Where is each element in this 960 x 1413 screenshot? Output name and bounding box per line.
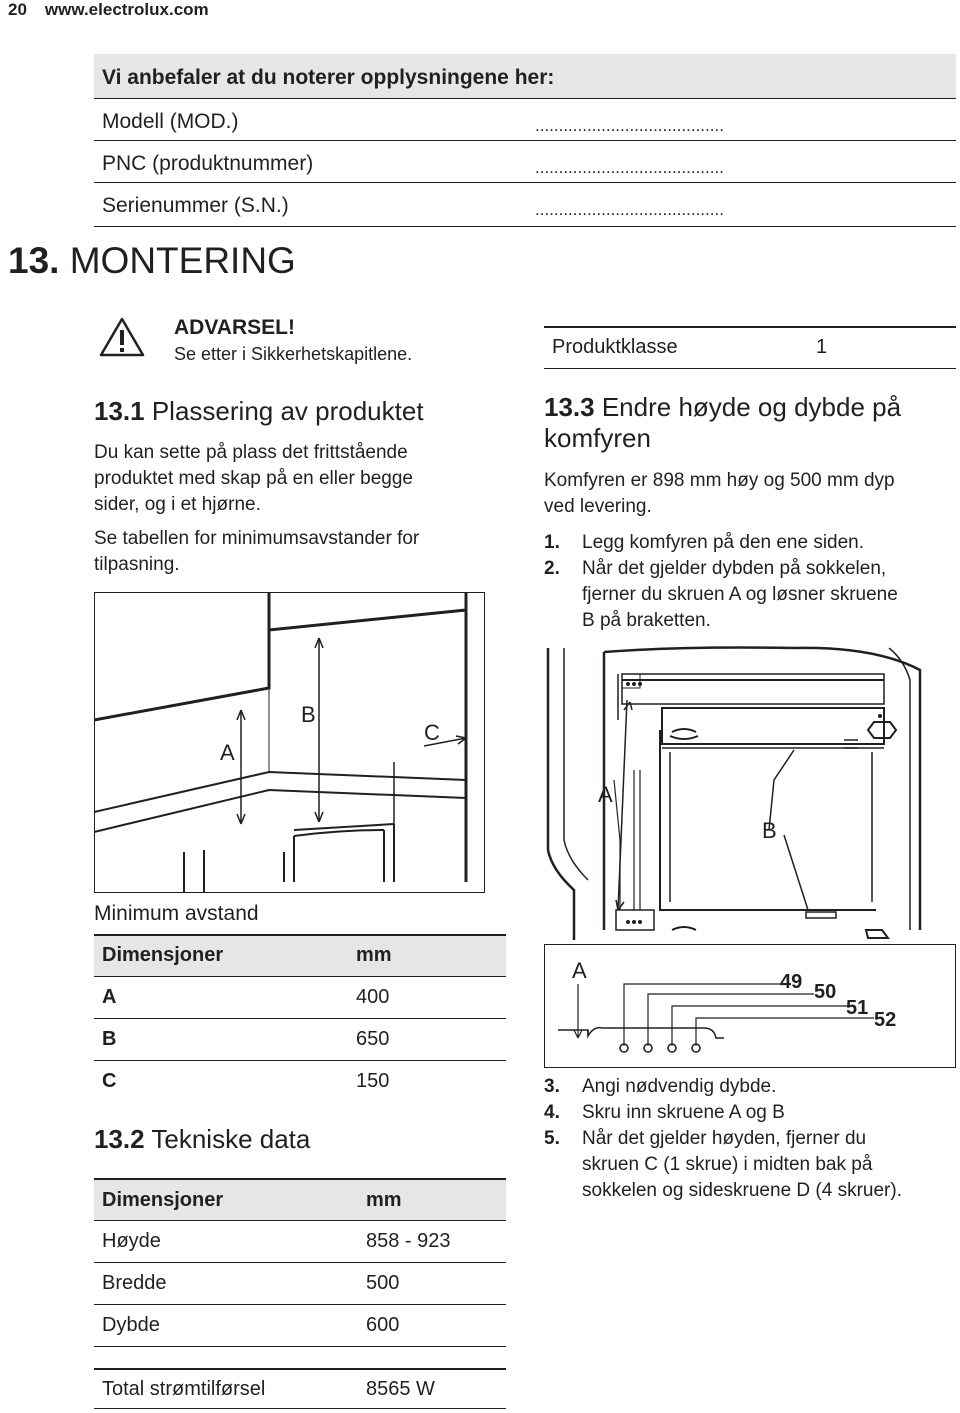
divider	[94, 1346, 506, 1347]
section-title: MONTERING	[69, 240, 296, 281]
divider	[94, 1060, 506, 1061]
page-number: 20	[8, 0, 27, 19]
step-text: sokkelen og sideskruene D (4 skruer).	[582, 1180, 902, 1201]
step-number: 2.	[544, 558, 560, 579]
position-label-49: 49	[780, 971, 803, 993]
step-text: skruen C (1 skrue) i midten bak på	[582, 1154, 873, 1175]
tech-table-row-value: 600	[366, 1314, 400, 1336]
tech-table-row-key: Høyde	[102, 1230, 161, 1252]
product-class-value: 1	[816, 336, 828, 358]
tech-table-row-value: 858 - 923	[366, 1230, 451, 1252]
product-class-label: Produktklasse	[552, 336, 678, 358]
depth-label-a: A	[572, 958, 587, 983]
text-line: Komfyren er 898 mm høy og 500 mm dyp	[544, 470, 895, 491]
step-text: fjerner du skruen A og løsner skruene	[582, 584, 898, 605]
tech-table-row-value: 500	[366, 1272, 400, 1294]
subsection-title: Endre høyde og dybde på	[601, 392, 902, 422]
step-number: 1.	[544, 532, 560, 553]
text-line: tilpasning.	[94, 554, 180, 575]
subsection-heading-line	[544, 392, 901, 423]
min-table-row-value: 650	[356, 1028, 390, 1050]
divider	[94, 226, 956, 227]
total-power-value: 8565 W	[366, 1378, 435, 1400]
step-text: Når det gjelder høyden, fjerner du	[582, 1128, 867, 1149]
divider	[94, 1262, 506, 1263]
step-number: 4.	[544, 1102, 560, 1123]
s131-paragraph-2	[94, 526, 419, 578]
divider	[94, 976, 506, 977]
tech-table-header-mm: mm	[366, 1189, 402, 1211]
divider	[94, 1304, 506, 1305]
page-header	[8, 0, 209, 20]
tech-table-row-key: Bredde	[102, 1272, 167, 1294]
section-number: 13.	[8, 240, 60, 281]
min-table-row-value: 150	[356, 1070, 390, 1092]
position-label-50: 50	[814, 981, 837, 1003]
bracket-diagram	[544, 640, 956, 940]
subsection-131-heading	[94, 396, 424, 427]
warning-title: ADVARSEL!	[174, 316, 295, 339]
min-table-row-key: B	[102, 1028, 117, 1050]
step-text: Når det gjelder dybden på sokkelen,	[582, 558, 887, 579]
tech-table-header-dimension: Dimensjoner	[102, 1189, 224, 1211]
position-label-51: 51	[846, 997, 869, 1019]
position-label-52: 52	[874, 1009, 897, 1031]
divider	[94, 1220, 506, 1221]
min-table-header-mm: mm	[356, 944, 392, 966]
steps-list-b	[544, 1074, 956, 1204]
record-label-model: Modell (MOD.)	[102, 110, 239, 133]
text-line: sider, og i et hjørne.	[94, 494, 261, 515]
step-text: Skru inn skruene A og B	[582, 1102, 785, 1123]
record-label-serial: Serienummer (S.N.)	[102, 194, 289, 217]
subsection-number: 13.1	[94, 396, 145, 426]
record-dots-model: ........................................	[535, 116, 724, 135]
divider	[544, 368, 956, 369]
text-line: ved levering.	[544, 496, 652, 517]
min-table-row-value: 400	[356, 986, 390, 1008]
clearance-diagram	[94, 592, 486, 894]
min-table-caption: Minimum avstand	[94, 902, 259, 925]
divider	[544, 326, 956, 328]
subsection-132-heading	[94, 1124, 310, 1155]
subsection-title: Plassering av produktet	[151, 396, 424, 426]
s133-intro	[544, 468, 895, 520]
text-line: produktet med skap på en eller begge	[94, 468, 413, 489]
min-table-row-key: C	[102, 1070, 117, 1092]
step-text: Angi nødvendig dybde.	[582, 1076, 777, 1097]
subsection-title: Tekniske data	[151, 1124, 311, 1154]
subsection-number: 13.3	[544, 392, 595, 422]
divider	[94, 1408, 506, 1409]
text-line: Du kan sette på plass det frittstående	[94, 442, 408, 463]
text-line: Se tabellen for minimumsavstander for	[94, 528, 420, 549]
record-title: Vi anbefaler at du noterer opplysningene her:	[102, 66, 555, 89]
subsection-title: komfyren	[544, 423, 651, 453]
divider	[94, 1018, 506, 1019]
record-dots-pnc: ........................................	[535, 158, 724, 177]
step-number: 3.	[544, 1076, 560, 1097]
divider	[94, 140, 956, 141]
divider	[94, 1368, 506, 1370]
record-dots-serial: ........................................	[535, 200, 724, 219]
clearance-label-a: A	[220, 740, 235, 765]
step-number: 5.	[544, 1128, 560, 1149]
s131-paragraph-1	[94, 440, 413, 518]
bracket-label-a: A	[598, 782, 613, 807]
record-label-pnc: PNC (produktnummer)	[102, 152, 314, 175]
divider	[94, 182, 956, 183]
depth-positions-diagram	[544, 944, 956, 1068]
subsection-133-heading	[544, 392, 901, 454]
total-power-label: Total strømtilførsel	[102, 1378, 266, 1400]
steps-list-a	[544, 530, 956, 640]
warning-text: Se etter i Sikkerhetskapitlene.	[174, 344, 413, 364]
step-text: B på braketten.	[582, 610, 711, 631]
divider	[94, 98, 956, 99]
min-table-row-key: A	[102, 986, 117, 1008]
step-text: Legg komfyren på den ene siden.	[582, 532, 865, 553]
clearance-label-b: B	[301, 702, 316, 727]
bracket-label-b: B	[762, 818, 777, 843]
min-table-header-dimension: Dimensjoner	[102, 944, 224, 966]
section-heading	[8, 240, 296, 282]
tech-table-row-key: Dybde	[102, 1314, 160, 1336]
subsection-number: 13.2	[94, 1124, 145, 1154]
warning-icon	[98, 316, 146, 358]
clearance-label-c: C	[424, 720, 440, 745]
site-url[interactable]: www.electrolux.com	[44, 0, 209, 19]
